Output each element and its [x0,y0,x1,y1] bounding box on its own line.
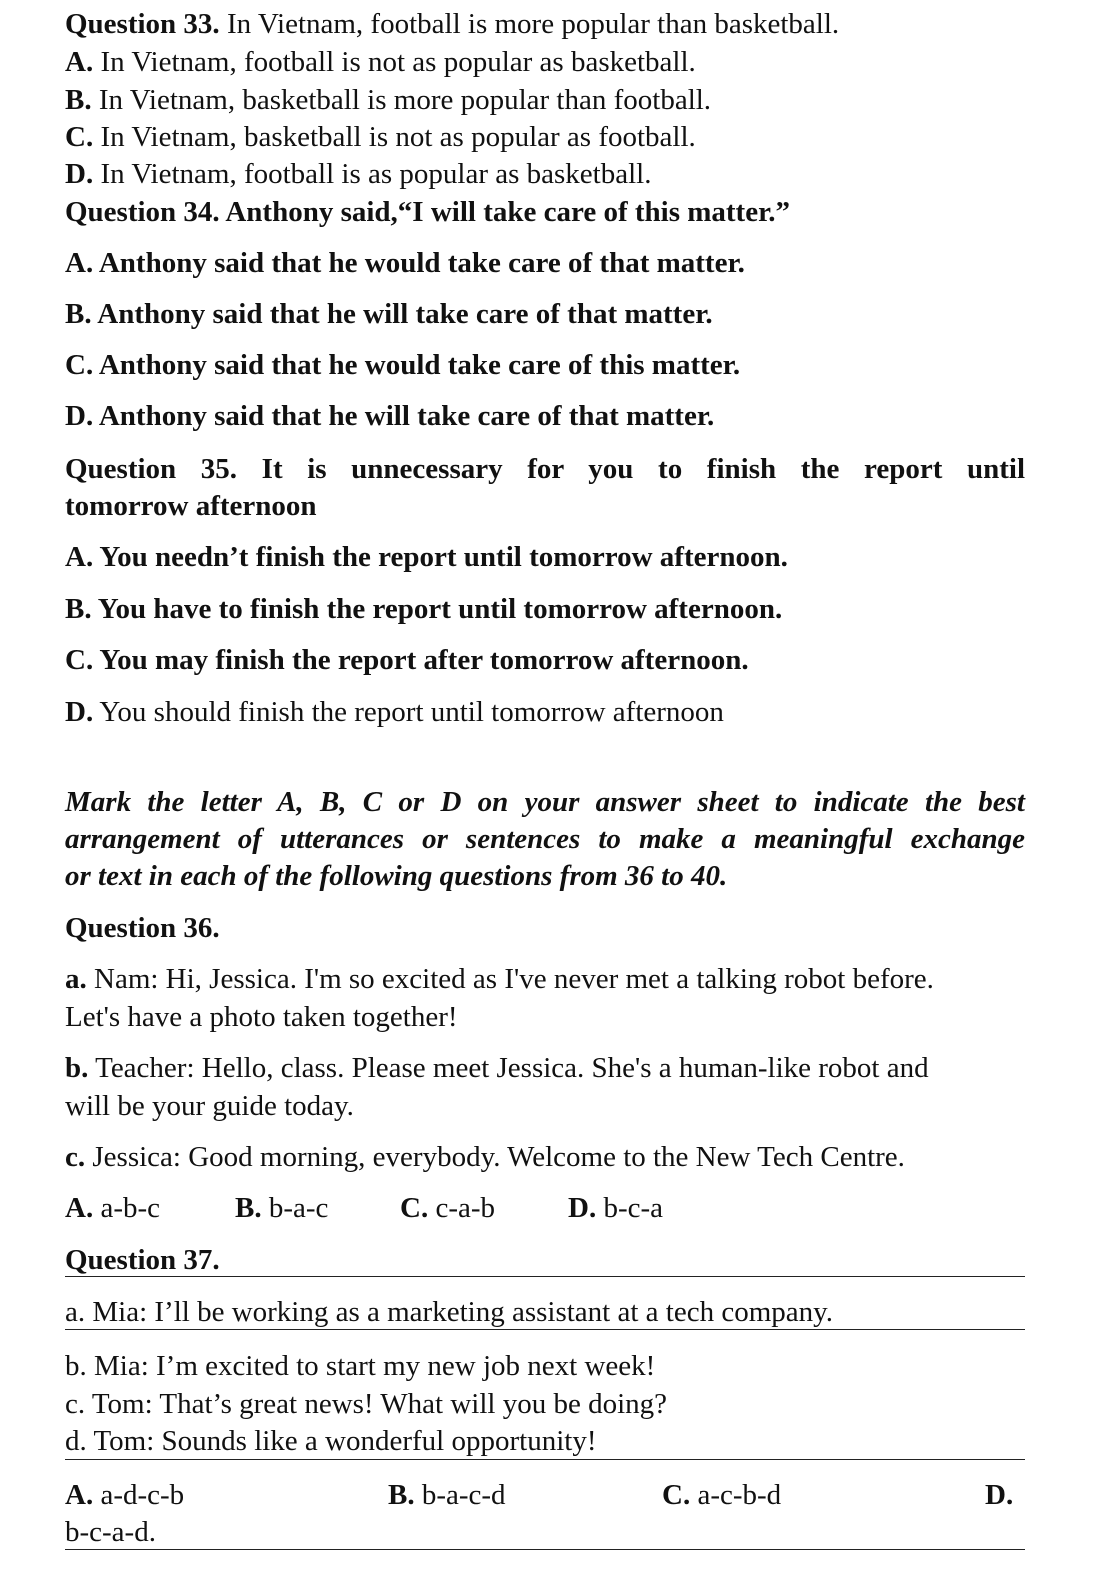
q37-answer-a[interactable]: A. a-d-c-b [65,1479,185,1511]
q33-option-a[interactable]: A. In Vietnam, football is not as popular as basketball. [65,46,696,78]
q36-label: Question 36. [65,912,220,944]
q36-utterance-a-line-2: Let's have a photo taken together! [65,1001,458,1033]
q36-answer-a[interactable]: A. a-b-c [65,1192,161,1224]
q35-option-d[interactable]: D. You should finish the report until tomorrow afternoon [65,696,724,728]
q33-option-d[interactable]: D. In Vietnam, football is as popular as basketball. [65,158,652,190]
instruction-line-2: arrangement of utterances or sentences to make a meaningful exchange [65,823,1025,855]
q37-answer-b[interactable]: B. b-a-c-d [388,1479,506,1511]
instruction-line-1: Mark the letter A, B, C or D on your answer sheet to indicate the best [65,786,1025,818]
q33-option-b[interactable]: B. In Vietnam, basketball is more popular than football. [65,84,712,116]
q37-answer-d-text[interactable]: b-c-a-d. [65,1516,156,1548]
q35-stem-line-2: tomorrow afternoon [65,490,317,522]
q37-answer-d[interactable]: D. [985,1479,1014,1511]
q34-option-a[interactable]: A. Anthony said that he would take care of that matter. [65,247,745,279]
q34-option-c[interactable]: C. Anthony said that he would take care of this matter. [65,349,741,381]
q37-label: Question 37. [65,1244,220,1276]
q33-stem-line [65,10,839,39]
q33-option-c[interactable]: C. In Vietnam, basketball is not as popular as football. [65,121,696,153]
q36-answer-c[interactable]: C. c-a-b [400,1192,496,1224]
q36-utterance-c: c. Jessica: Good morning, everybody. Welcome to the New Tech Centre. [65,1141,905,1173]
q35-option-c[interactable]: C. You may finish the report after tomorrow afternoon. [65,644,749,676]
q34-option-d[interactable]: D. Anthony said that he will take care of that matter. [65,400,715,432]
q35-label: Question 35. [65,453,238,485]
q37-utterance-a: a. Mia: I’ll be working as a marketing assistant at a tech company. [65,1296,833,1328]
q33-stem: In Vietnam, football is more popular than basketball. [226,8,840,40]
q37-rule-bottom [65,1549,1025,1550]
q37-utterance-d: d. Tom: Sounds like a wonderful opportunity! [65,1425,597,1457]
q35-stem-line-1 [65,455,1025,484]
q34-stem-line [65,198,790,227]
q35-stem: It is unnecessary for you to finish the report until [261,453,1025,485]
q36-answer-d[interactable]: D. b-c-a [568,1192,664,1224]
q37-utterance-b: b. Mia: I’m excited to start my new job next week! [65,1350,656,1382]
q37-rule-top [65,1276,1025,1277]
q35-option-a[interactable]: A. You needn’t finish the report until tomorrow afternoon. [65,541,788,573]
q36-utterance-b-line-1: b. Teacher: Hello, class. Please meet Jessica. She's a human-like robot and [65,1052,929,1084]
q37-answer-c[interactable]: C. a-c-b-d [662,1479,782,1511]
q36-answer-b[interactable]: B. b-a-c [235,1192,329,1224]
q34-option-b[interactable]: B. Anthony said that he will take care of that matter. [65,298,713,330]
q37-rule-mid [65,1329,1025,1330]
instruction-line-3: or text in each of the following questions from 36 to 40. [65,860,728,892]
q36-utterance-b-line-2: will be your guide today. [65,1090,354,1122]
q33-label: Question 33. [65,8,220,40]
q37-rule-lower [65,1459,1025,1460]
q34-stem: Anthony said,“I will take care of this matter.” [225,196,791,228]
q34-label: Question 34. [65,196,220,228]
q37-utterance-c: c. Tom: That’s great news! What will you be doing? [65,1388,668,1420]
q35-option-b[interactable]: B. You have to finish the report until tomorrow afternoon. [65,593,783,625]
q36-utterance-a-line-1: a. Nam: Hi, Jessica. I'm so excited as I've never met a talking robot before. [65,963,934,995]
